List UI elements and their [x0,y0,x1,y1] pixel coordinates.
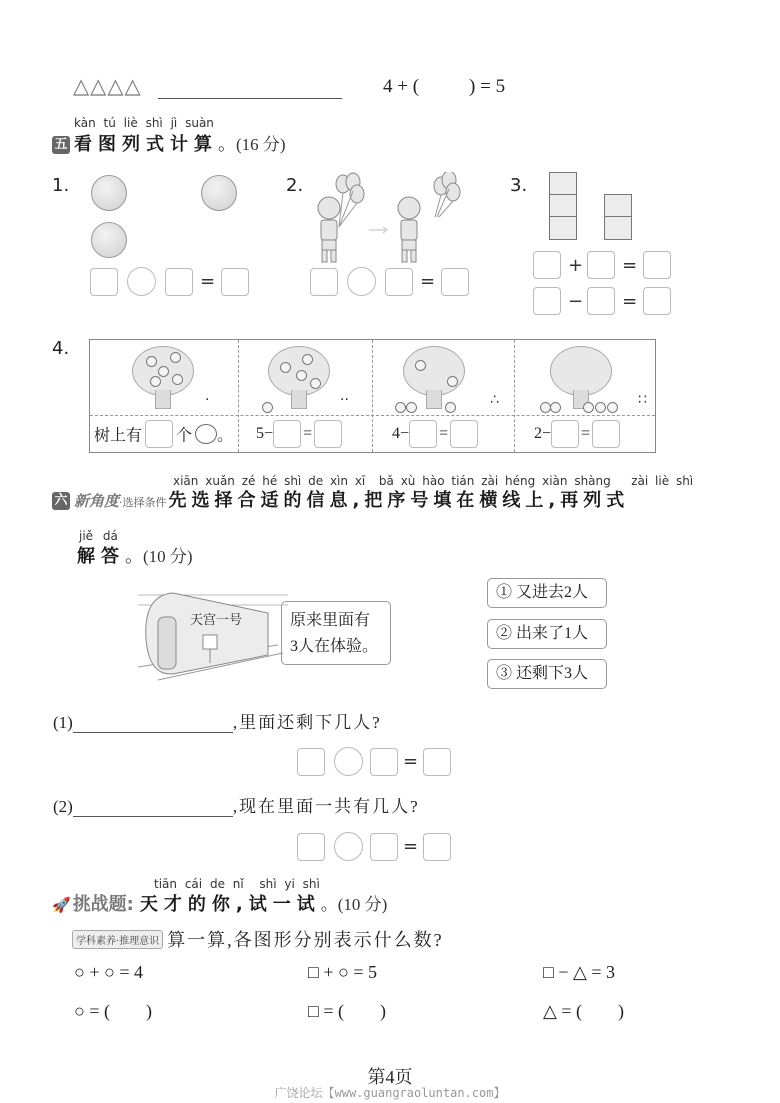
answer-box[interactable] [643,251,671,279]
challenge-header: 🚀 挑战题: 天才的你,试一试。(10 分) [52,894,388,915]
answer-box[interactable] [643,287,671,315]
section6-pinyin-line2: jiě dá [79,529,118,543]
boy-balloons-picture [313,172,473,264]
shape-equation-3: □ − △ = 3 [543,962,616,982]
rocket-icon: 🚀 [52,896,71,914]
section-score: (16 分) [236,135,286,154]
triangle-icon: △ [90,74,108,98]
challenge-prompt: 算一算,各图形分别表示什么数? [167,930,444,950]
answer-box[interactable] [551,420,579,448]
cube-icon [549,172,577,196]
speech-line: 3人在体验。 [290,638,379,655]
problem-4-number: 4. [52,338,70,359]
challenge-prompt-row [72,926,444,952]
shape-answer-triangle[interactable]: △ = ( ) [543,1001,624,1021]
cube-icon [604,194,632,218]
answer-box[interactable] [221,268,249,296]
answer-line[interactable] [73,798,233,817]
section5-title: 五 看图列式计算。(16 分) [52,130,286,156]
challenge-pinyin: tiān cái de nǐ shì yi shì [154,877,320,891]
volleyball-icon [201,175,237,211]
section-title-text: 先选择合适的信息,把序号填在横线上,再列式 [168,490,630,511]
fallen-apple-icon [262,402,273,413]
answer-box[interactable] [145,420,173,448]
section6-pinyin-line1: xiān xuǎn zé hé shì de xìn xī bǎ xù hào tián zài héng xiàn shàng zài liè shì [173,474,694,488]
answer-box[interactable] [533,287,561,315]
shape-equation-1: ○ + ○ = 4 [74,962,144,982]
answer-box[interactable] [297,748,325,776]
equals-sign: = [622,290,638,312]
question-2-equation [297,832,460,861]
option-3: ③ 还剩下3人 [487,659,607,689]
equals-sign: = [403,751,419,772]
answer-box[interactable] [409,420,437,448]
tiangong-capsule-illustration [138,585,288,685]
capsule-label: 天宫一号 [190,613,243,628]
speech-line: 原来里面有 [290,612,371,629]
equation-right: ) = 5 [469,76,506,97]
question-1-equation [297,747,460,776]
section6-header [52,486,629,512]
problem-2-equation [310,267,478,296]
answer-box[interactable] [423,833,451,861]
volleyball-icon [91,222,127,258]
section-title-text: 看图列式计算 [74,134,218,155]
section-number-badge: 五 [52,136,70,154]
answer-box[interactable] [385,268,413,296]
new-angle-tag: 新角度 [74,492,120,510]
operator-circle[interactable] [347,267,376,296]
option-1: ① 又进去2人 [487,578,607,608]
answer-box[interactable] [587,287,615,315]
speech-bubble [281,601,391,665]
problem-2-number: 2. [286,175,304,196]
answer-box[interactable] [310,268,338,296]
shape-answer-circle[interactable]: ○ = ( ) [74,1001,153,1021]
shape-answer-square[interactable]: □ = ( ) [308,1001,387,1021]
cell-4-equation: 2− = [534,420,620,448]
problem-3-equation-add [533,251,680,279]
section6-title-line2: 解答。(10 分) [77,546,193,567]
page-number: 第4页 [367,1067,413,1087]
problem-3-number: 3. [510,175,528,196]
answer-box[interactable] [592,420,620,448]
cube-icon [549,216,577,240]
choose-condition-tag: ·选择条件 [119,496,167,509]
minus-sign: − [568,290,584,312]
equals-sign: = [420,271,436,292]
operator-circle[interactable] [334,832,363,861]
answer-box[interactable] [90,268,118,296]
problem-1-number: 1. [52,175,70,196]
answer-box[interactable] [587,251,615,279]
section-number-badge: 六 [52,492,70,510]
apple-icon [195,424,217,444]
answer-box[interactable] [314,420,342,448]
operator-circle[interactable] [127,267,156,296]
problem-3-equation-sub [533,287,680,315]
answer-box[interactable] [533,251,561,279]
answer-box[interactable] [370,833,398,861]
equals-sign: = [622,254,638,276]
question-1: (1) ,里面还剩下几人? [53,713,382,732]
answer-box[interactable] [165,268,193,296]
problem-1-equation [90,267,258,296]
section5-pinyin: kàn tú liè shì jì suàn [74,116,214,130]
top-answer-line[interactable] [158,98,342,99]
cube-icon [604,216,632,240]
answer-box[interactable] [450,420,478,448]
watermark: 广饶论坛【www.guangraoluntan.com】 [274,1086,506,1100]
shape-equation-2: □ + ○ = 5 [308,962,378,982]
cube-icon [549,194,577,218]
literacy-tag: 学科素养·推理意识 [72,930,163,949]
section-score: (10 分) [143,547,193,566]
equals-sign: = [403,836,419,857]
answer-box[interactable] [423,748,451,776]
volleyball-picture [90,172,250,262]
option-2: ② 出来了1人 [487,619,607,649]
triangle-icon: △ [124,74,142,98]
cell-1-equation: 树上有 个 。 [94,420,233,448]
triangle-icon: △ [73,74,91,98]
answer-box[interactable] [273,420,301,448]
answer-box[interactable] [370,748,398,776]
apple-tree-table: · ·· ∴ ∷ 树上有 个 。 5− = 4− = 2− = [89,339,656,453]
operator-circle[interactable] [334,747,363,776]
volleyball-icon [91,175,127,211]
cell-3-equation: 4− = [392,420,478,448]
equation-left: 4 + ( [383,76,420,97]
question-2: (2) ,现在里面一共有几人? [53,797,420,816]
triangle-icon: △ [107,74,125,98]
top-equation [383,76,505,98]
top-triangles [73,74,142,98]
answer-line[interactable] [73,714,233,733]
challenge-title: 天才的你,试一试 [139,894,321,915]
cell-2-equation: 5− = [256,420,342,448]
challenge-label: 挑战题: [72,894,134,915]
section-score: (10 分) [337,895,388,914]
answer-box[interactable] [297,833,325,861]
cube-stacks-picture [548,166,638,242]
answer-box[interactable] [441,268,469,296]
plus-sign: + [568,254,584,276]
equals-sign: = [200,271,216,292]
